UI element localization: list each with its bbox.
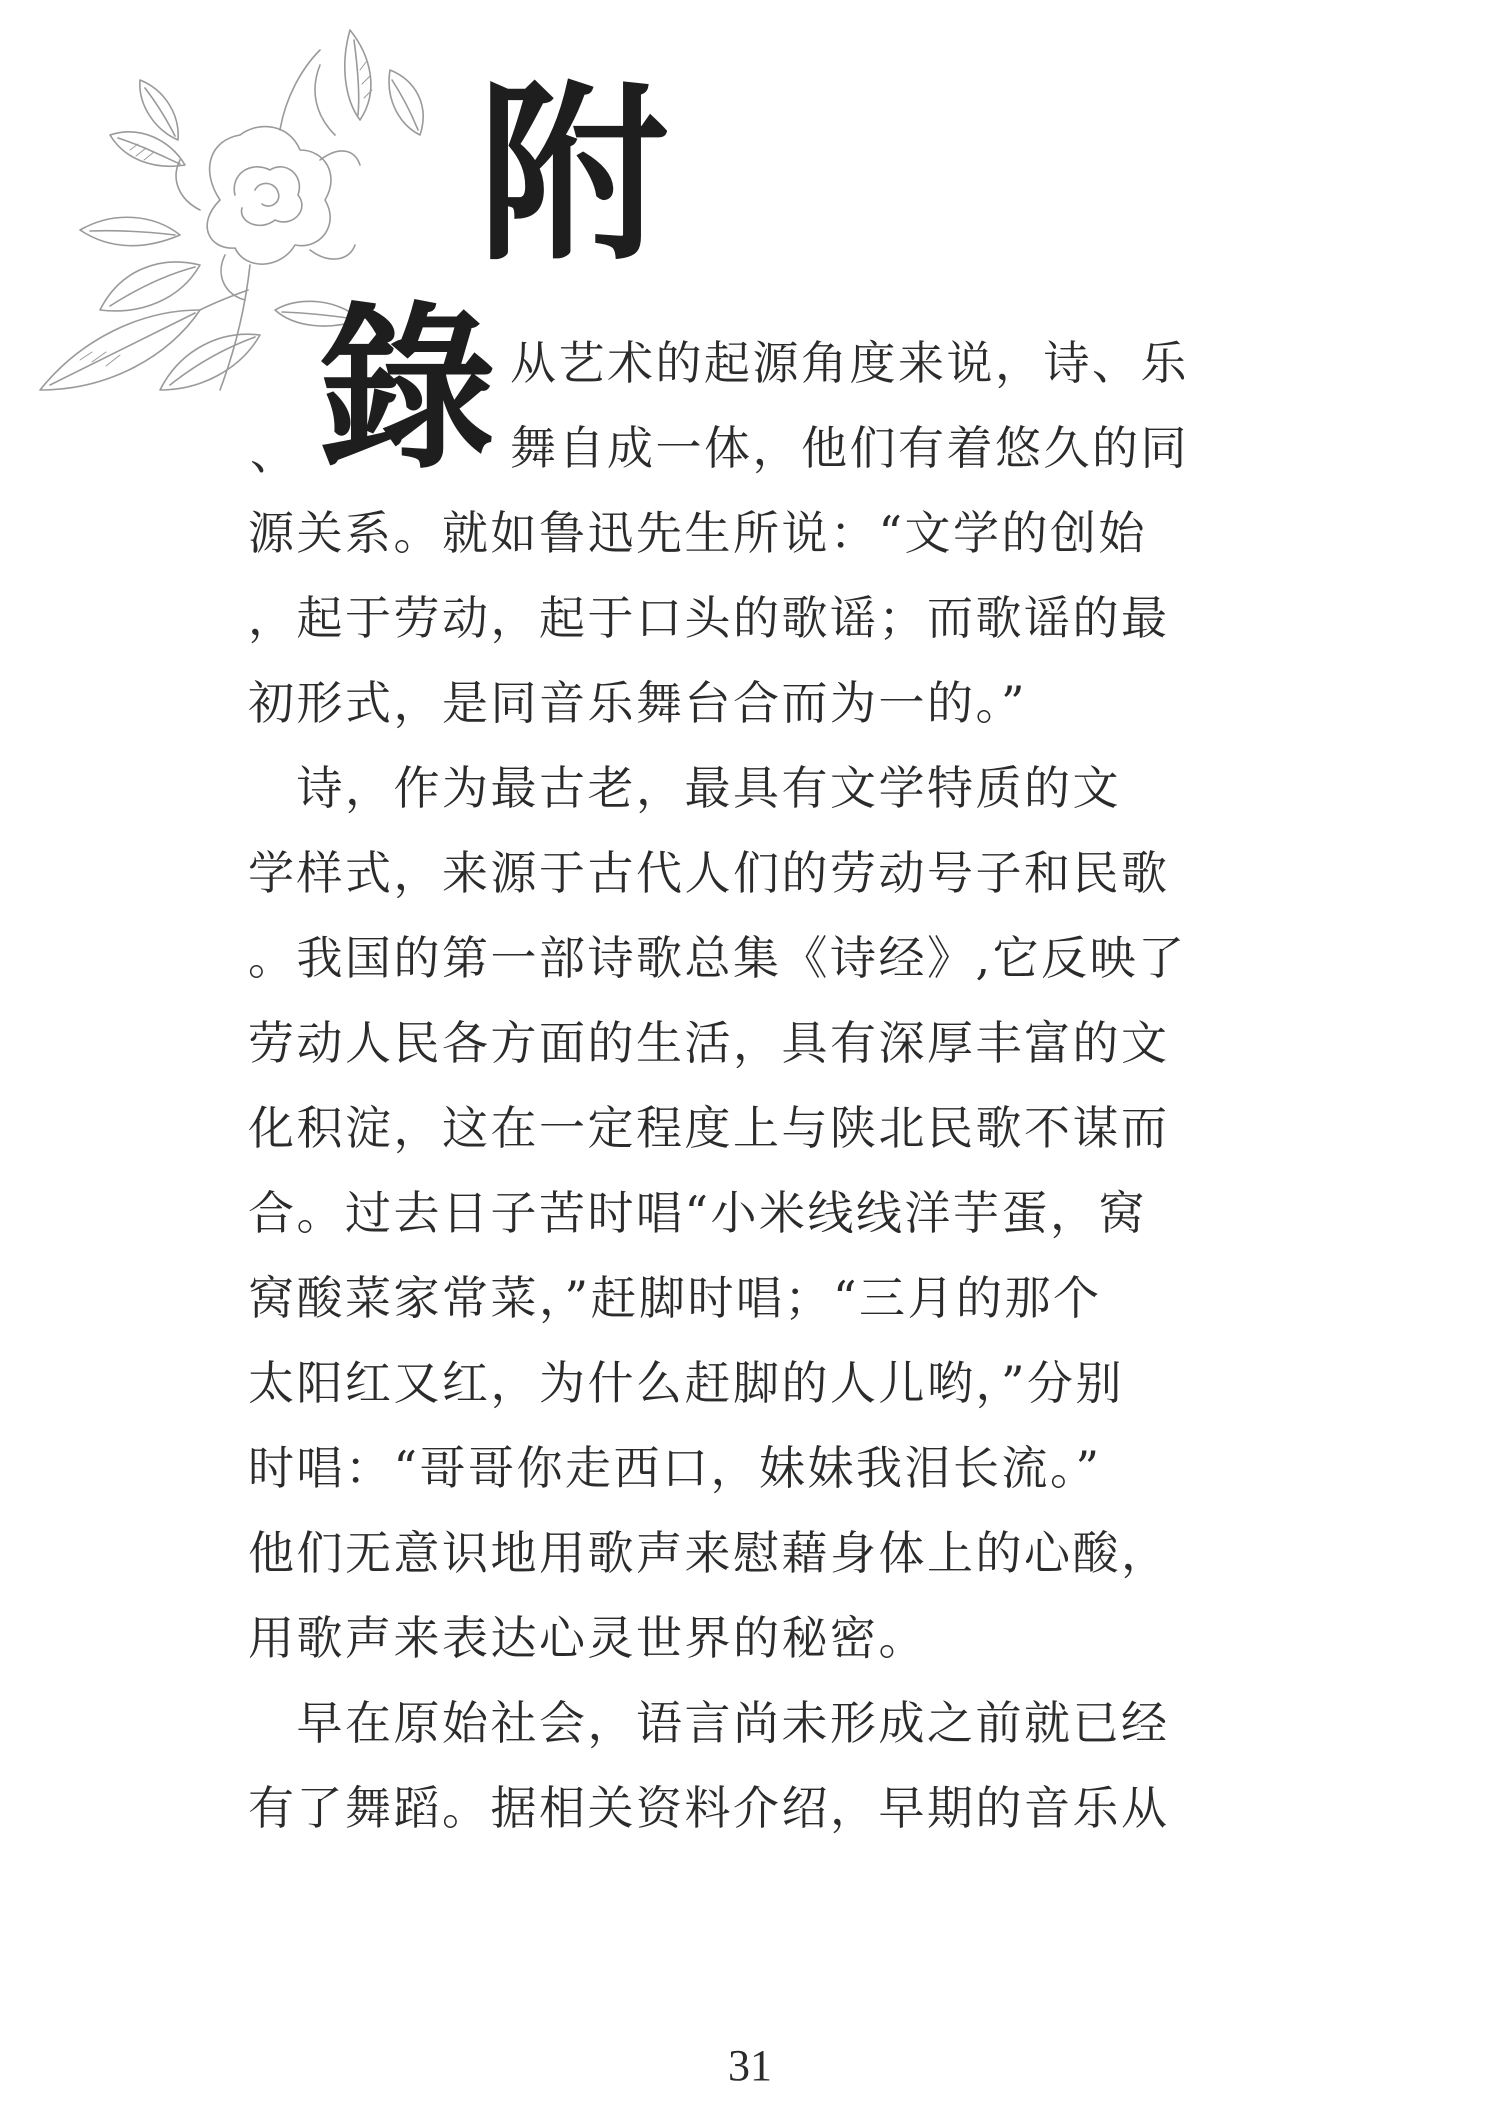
body-line: 合。过去日子苦时唱“小米线线洋芋蛋，窝	[248, 1186, 1148, 1240]
body-line: 化积淀，这在一定程度上与陕北民歌不谋而	[248, 1101, 1170, 1155]
body-line: 时唱：“哥哥你走西口，妹妹我泪长流。”	[248, 1441, 1102, 1495]
body-line: 舞自成一体，他们有着悠久的同	[510, 421, 1189, 475]
heading-char-1: 附	[478, 63, 669, 286]
body-line: 早在原始社会，语言尚未形成之前就已经	[248, 1696, 1170, 1750]
body-line: ，起于劳动，起于口头的歌谣；而歌谣的最	[248, 591, 1170, 645]
body-line: 用歌声来表达心灵世界的秘密。	[248, 1611, 927, 1665]
page-number: 31	[728, 2041, 772, 2090]
body-line: 诗，作为最古老，最具有文学特质的文	[248, 761, 1121, 815]
body-line: 学样式，来源于古代人们的劳动号子和民歌	[248, 846, 1170, 900]
body-line: 从艺术的起源角度来说，诗、乐	[510, 336, 1189, 390]
body-line: 有了舞蹈。据相关资料介绍，早期的音乐从	[248, 1781, 1170, 1835]
body-line: 太阳红又红，为什么赶脚的人儿哟，”分别	[248, 1356, 1125, 1410]
body-line: 。我国的第一部诗歌总集《诗经》,它反映了	[248, 931, 1187, 985]
heading-char-2: 錄	[318, 284, 496, 493]
body-line: 劳动人民各方面的生活，具有深厚丰富的文	[248, 1016, 1170, 1070]
body-line: 源关系。就如鲁迅先生所说：“文学的创始	[248, 506, 1148, 560]
body-line: 他们无意识地用歌声来慰藉身体上的心酸，	[248, 1526, 1170, 1580]
body-line: 初形式，是同音乐舞台合而为一的。”	[248, 676, 1028, 730]
body-line: 窝酸菜家常菜，”赶脚时唱；“三月的那个	[248, 1271, 1102, 1325]
stray-punctuation: 、	[250, 426, 296, 480]
